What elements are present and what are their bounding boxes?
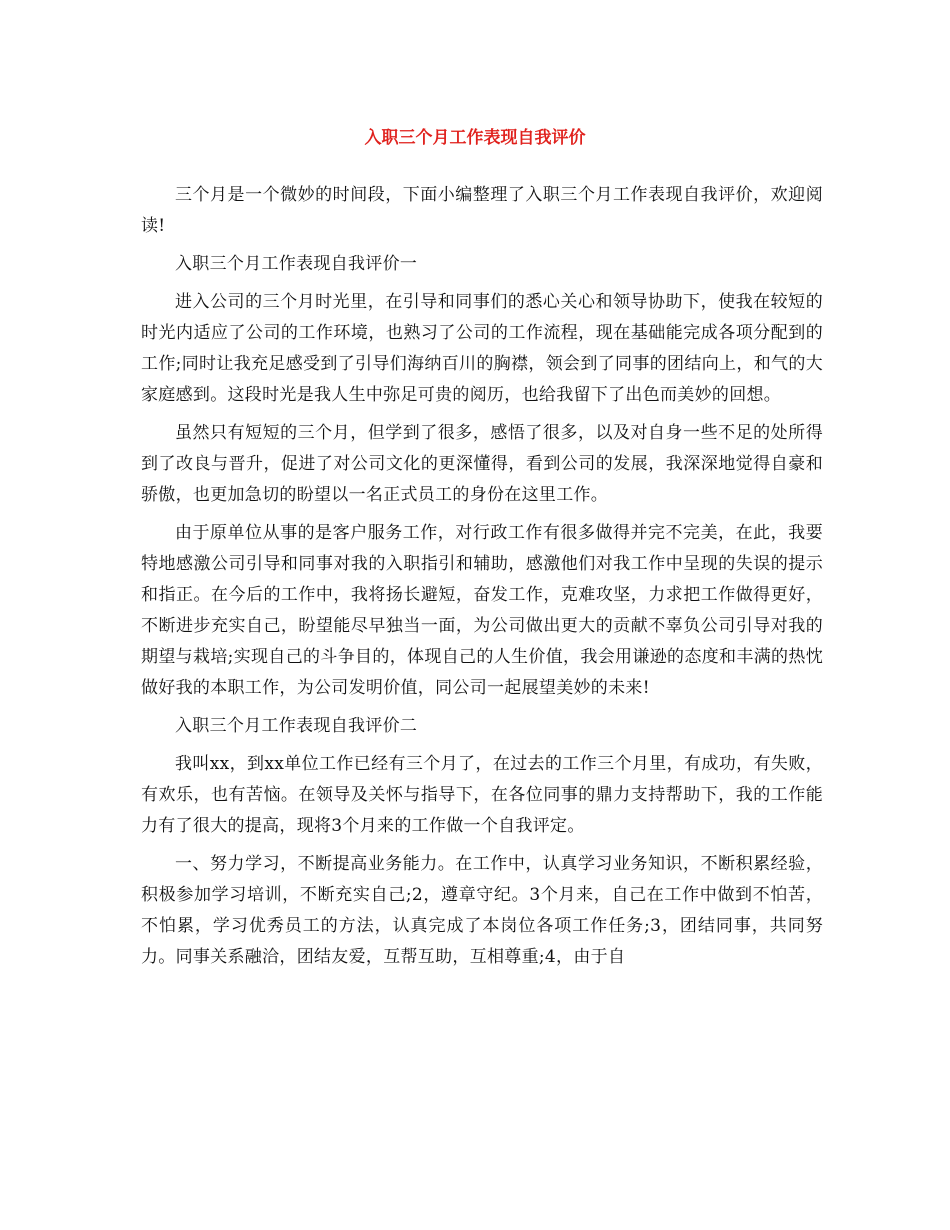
- section-heading-2: 入职三个月工作表现自我评价二: [175, 716, 418, 736]
- paragraph: 虽然只有短短的三个月，但学到了很多，感悟了很多，以及对自身一些不足的处所得到了改良与晋升，促进了对公司文化的更深懂得，看到公司的发展，我深深地觉得自豪和骄傲，也更加急切的盼望以一名正式员工的身份在这里工作。: [141, 423, 823, 505]
- paragraph: 一、努力学习，不断提高业务能力。在工作中，认真学习业务知识，不断积累经验，积极参加学习培训，不断充实自己;2，遵章守纪。3个月来，自己在工作中做到不怕苦，不怕累，学习优秀员工的方法，认真完成了本岗位各项工作任务;3，团结同事，共同努力。同事关系融洽，团结友爱，互帮互助，互相尊重;4，由于自: [141, 854, 823, 967]
- paragraph: 由于原单位从事的是客户服务工作，对行政工作有很多做得并完不完美，在此，我要特地感激公司引导和同事对我的入职指引和辅助，感激他们对我工作中呈现的失误的提示和指正。在今后的工作中，我将扬长避短，奋发工作，克难攻坚，力求把工作做得更好，不断进步充实自己，盼望能尽早独当一面，为公司做出更大的贡献不辜负公司引导对我的期望与栽培;实现自己的斗争目的，体现自己的人生价值，我会用谦逊的态度和丰满的热忱做好我的本职工作，为公司发明价值，同公司一起展望美妙的未来!: [141, 523, 823, 698]
- document-body: [141, 180, 823, 980]
- paragraph-intro: 三个月是一个微妙的时间段，下面小编整理了入职三个月工作表现自我评价，欢迎阅读!: [141, 185, 823, 236]
- paragraph: 我叫xx，到xx单位工作已经有三个月了，在过去的工作三个月里，有成功，有失败，有欢乐，也有苦恼。在领导及关怀与指导下，在各位同事的鼎力支持帮助下，我的工作能力有了很大的提高，现将3个月来的工作做一个自我评定。: [141, 754, 823, 836]
- paragraph: 进入公司的三个月时光里，在引导和同事们的悉心关心和领导协助下，使我在较短的时光内适应了公司的工作环境，也熟习了公司的工作流程，现在基础能完成各项分配到的工作;同时让我充足感受到了引导们海纳百川的胸襟，领会到了同事的团结向上，和气的大家庭感到。这段时光是我人生中弥足可贵的阅历，也给我留下了出色而美妙的回想。: [141, 292, 823, 405]
- section-heading-1: 入职三个月工作表现自我评价一: [175, 254, 418, 274]
- document-title: 入职三个月工作表现自我评价: [364, 128, 586, 148]
